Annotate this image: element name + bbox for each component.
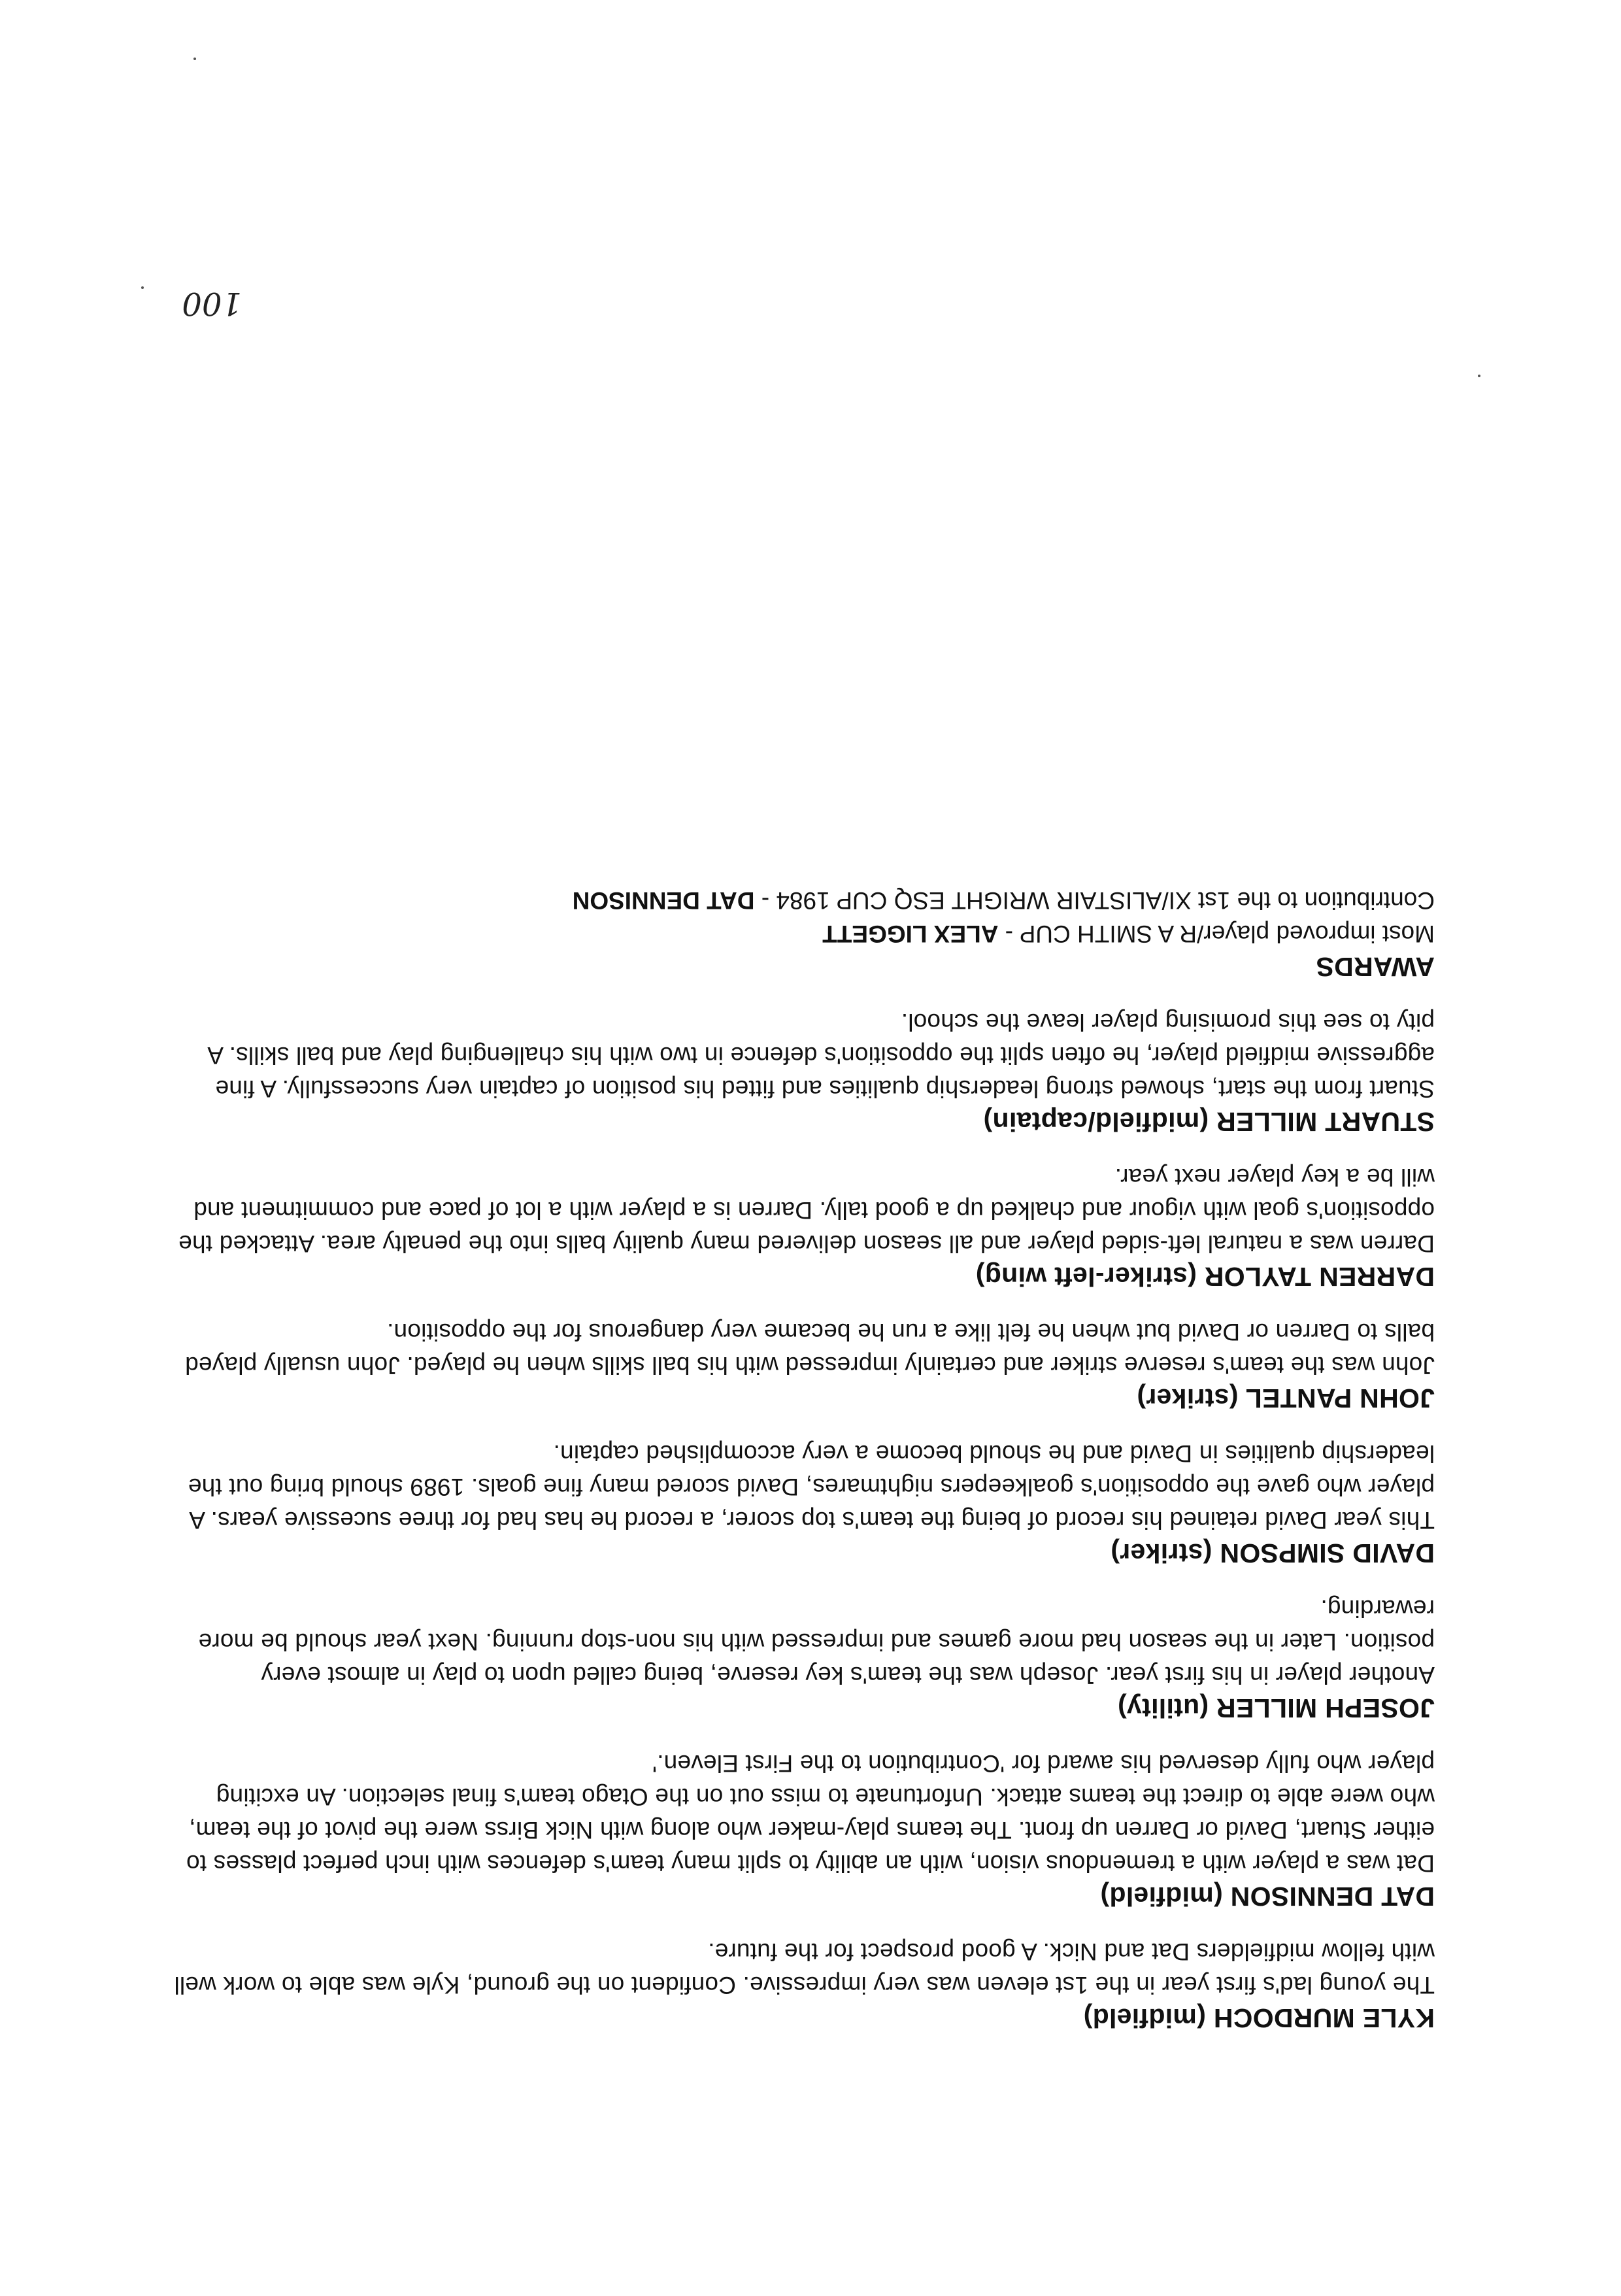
award-winner: DAT DENNISON [572, 887, 755, 914]
scan-speck [1478, 375, 1480, 377]
player-heading: KYLE MURDOCH (midfield) [1083, 2003, 1435, 2033]
player-description: Another player in his first year. Joseph was the team's key reserve, being called upon to play in almost every position. Later in the season had more games and impressed with his non-stop running. Next year should be more rewarding. [198, 1595, 1435, 1689]
scan-speck [193, 58, 196, 60]
award-label: Most improved player/R A SMITH CUP - [1005, 920, 1435, 947]
player-description: The young lad's first year in the 1st eleven was very impressive. Confident on the ground, Kyle was able to work well with fellow midfielders Dat and Nick. A good prospect for the future. [174, 1938, 1435, 1999]
player-entry [170, 1747, 1435, 1913]
player-description: Darren was a natural left-sided player and all season delivered many quality balls into the penalty area. Attacked the opposition's goal with vigour and chalked up a good tally. Darren is a player with a lot of pace and commitment and will be a key player next year. [178, 1164, 1435, 1257]
handwritten-page-number: 100 [182, 285, 242, 322]
player-description: Stuart from the start, showed strong leadership qualities and fitted his position of captain very successfully. A fine aggressive midfield player, he often split the opposition's defence in two with his challenging play and ball skills. A pity to see this promising player leave the school. [209, 1009, 1435, 1102]
award-line [170, 884, 1435, 917]
player-heading: JOHN PANTEL (striker) [1137, 1383, 1435, 1413]
player-heading: DARREN TAYLOR (striker-left wing) [975, 1262, 1435, 1292]
player-entry [170, 1437, 1435, 1570]
awards-heading: AWARDS [1316, 952, 1435, 982]
award-label: Contribution to the 1st XI/ALISTAIR WRIGHT ESQ CUP 1984 - [761, 887, 1435, 914]
awards-section [170, 884, 1435, 983]
player-heading: DAVID SIMPSON (striker) [1111, 1538, 1435, 1568]
report-content [170, 862, 1435, 2034]
player-description: Dat was a player with a tremendous vision, with an ability to split many team's defences with inch perfect plasses to either Stuart, David or Darren up front. The teams play-maker who along with Nick Birss were the pivot of the team, who were able to direct the teams attack. Unfortunate to miss out on the Otago team's final selection. An exciting player who fully deserved his award for 'Contribution to the First Eleven.' [186, 1750, 1435, 1877]
award-line [170, 917, 1435, 951]
player-entry [170, 1005, 1435, 1138]
player-entry [170, 1592, 1435, 1725]
player-heading: JOSEPH MILLER (utility) [1117, 1693, 1435, 1723]
award-winner: ALEX LIGGETT [822, 920, 999, 947]
player-entry [170, 1315, 1435, 1415]
player-entry [170, 1935, 1435, 2034]
scan-speck [141, 286, 144, 289]
player-description: This year David retained his record of being the team's top scorer, a record he has had for three sucessive years. A player who gave the opposition's goalkeepers nightmares, David scored many fine goals. 1989 should bring out the leadership qualities in David and he should become a very accomplished captain. [188, 1440, 1435, 1534]
player-heading: DAT DENNISON (midfield) [1100, 1882, 1435, 1912]
player-description: John was the team's reserve striker and certainly impressed with his ball skills when he played. John usually played balls to Darren or David but when he felt like a run he became very dangerous for the opposition. [184, 1319, 1435, 1379]
player-entry [170, 1160, 1435, 1293]
player-heading: STUART MILLER (midfield/captain) [983, 1107, 1435, 1137]
